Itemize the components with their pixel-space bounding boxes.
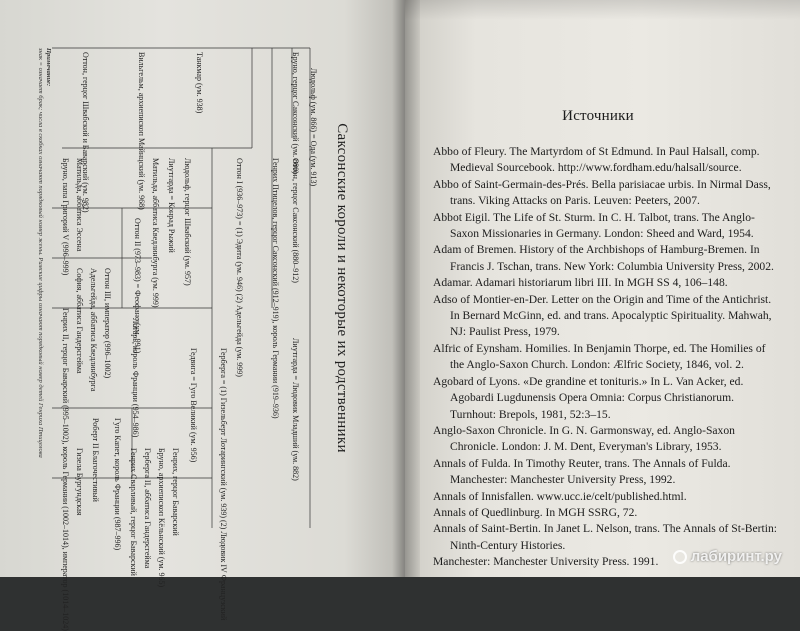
node-liudolf: Людольф (ум. 866) = Ода (ум. 913)	[309, 68, 318, 187]
note-text: знак = означает брак; числа в скобках означают порядковый номер жены. Римские цифры означают порядковый номер детей Генриха Птицелова	[37, 48, 44, 458]
bibliography-entry: Annals of Quedlinburg. In MGH SSRG, 72.	[433, 505, 638, 519]
bibliography-entry: Annals of Innisfallen. www.ucc.ie/celt/published.html.	[433, 489, 687, 503]
bibliography-entry: Abbo of Saint-Germain-des-Prés. Bella parisiacae urbis. In Nirmal Dass, trans. Viking Attacks on Paris. Leuven: Peeters, 2007.	[433, 177, 771, 208]
bibliography-entry: Anglo-Saxon Chronicle. In G. N. Garmonsway, ed. Anglo-Saxon Chronicle. London: J. M. Dent, Everyman's Library, 1953.	[433, 423, 735, 454]
sources-heading: Источники	[562, 108, 634, 124]
watermark	[673, 548, 782, 565]
bibliography-entry: Annals of Saint-Bertin. In Janet L. Nelson, trans. The Annals of St-Bertin: Ninth-Century Histories.	[433, 522, 778, 552]
node-wilhelm: Вильгельм, архиепископ Майнцский (ум. 968)	[137, 52, 146, 210]
bibliography-entry: Adamar. Adamari historiarum libri III. In MGH SS 4, 106–148.	[433, 276, 728, 290]
bibliography-entry: Abbot Eigil. The Life of St. Sturm. In C. H. Talbot, trans. The Anglo-Saxon Missionaries in Germany. London: Sheed and Ward, 1954.	[433, 210, 755, 241]
node-gerberga: Герберга = (1) Гизельберт Лотарингский (ум. 939) (2) Людовик IV Французский	[219, 348, 228, 621]
bibliography-entry: Annals of Fulda. In Timothy Reuter, trans. The Annals of Fulda. Manchester: Manchester University Press, 1992.	[433, 456, 731, 487]
right-page	[405, 0, 800, 577]
node-sophia: София, аббатиса Гандерсгейма	[75, 268, 84, 374]
page-shadow	[405, 0, 800, 20]
note-heading: Примечание:	[45, 48, 52, 87]
bibliography-entry: Alfric of Eynsham. Homilies. In Benjamin Thorpe, ed. The Homilies of the Anglo-Saxon Church. London: Ælfric Society, 1846, vol. 2.	[433, 341, 766, 372]
genealogy-chart	[34, 8, 352, 631]
node-liutgard2: Лиутгарда = Конрад Рыжий	[167, 158, 176, 253]
node-mathilda-ess: Матильда, аббатиса Эссена	[75, 158, 84, 252]
node-liudolf-swab: Людольф, герцог Швабский (ум. 957)	[183, 158, 192, 286]
node-bruno-koln: Бруно, архиепископ Кёльнский (ум. 965)	[157, 448, 166, 588]
node-otto2: Оттон II (973–983) = Феофано (ум. 991)	[133, 218, 142, 354]
node-matilda: Матильда, аббатиса Кведлинбурга (ум. 999)	[151, 158, 160, 308]
node-otto-swab: Оттон, герцог Швабский и Баварский (ум. 982)	[81, 52, 90, 213]
node-thankmar: Танкмар (ум. 938)	[195, 52, 204, 114]
node-henry-quarrel: Генрих Сварливый, герцог Баварский	[129, 448, 138, 576]
bibliography-list	[433, 144, 778, 571]
bibliography-entry: Adso of Montier-en-Der. Letter on the Origin and Time of the Antichrist. In Bernard McGinn, ed. and trans. Apocalyptic Spirituality. Mahwah, NJ: Paulist Press, 1979.	[433, 292, 772, 339]
node-hedwig: Гедвига = Гуго Великий (ум. 956)	[189, 348, 198, 463]
node-otto3: Оттон III, император (996–1002)	[103, 268, 112, 379]
labirint-logo-icon	[673, 550, 687, 564]
node-lothair: Лотарь, король Франции (954–986)	[131, 318, 140, 438]
bibliography-entry: Manchester: Manchester University Press. 1991.	[433, 555, 659, 569]
node-otto-great: Оттон I (936–973) = (1) Эдита (ум. 946) (2) Адельгейда (ум. 999)	[235, 158, 244, 377]
node-henry2: Генрих II, герцог Баварский (995–1002), король Германии (1002–1014), император (1014–1024)	[61, 308, 70, 631]
bibliography-entry: Adam of Bremen. History of the Archbishops of Hamburg-Bremen. In Francis J. Tschan, trans. New York: Columbia University Press, 2002.	[433, 243, 774, 273]
bibliography-entry: Abbo of Fleury. The Martyrdom of St Edmund. In Paul Halsall, comp. Medieval Sourcebook. http://www.fordham.edu/halsall/source.	[433, 145, 760, 175]
watermark-text: лабиринт.ру	[690, 548, 782, 565]
node-gisela: Гизела Бургундская	[75, 448, 84, 516]
node-hugh-capet: Гуго Капет, король Франции (987–996)	[113, 418, 122, 551]
bibliography-entry: Agobard of Lyons. «De grandine et tonituris.» In L. Van Acker, ed. Agobardi Lugdunensis Opera Omnia: Corpus Christianorum. Turnhout: Brepols, 1981, 52:3–15.	[433, 374, 744, 421]
book-gutter	[392, 0, 420, 577]
node-henry-fowler: Генрих Птицелов, герцог Саксонский (912–919), король Германии (919–936)	[271, 158, 280, 419]
node-bruno-pope: Бруно, папа Григорий V (996–999)	[61, 158, 70, 276]
node-adelheid: Адельгейда, аббатиса Кведлинбурга	[89, 268, 98, 392]
node-robert: Роберт II Благочестивый	[91, 418, 100, 502]
node-gerberga2: Герберга II, аббатиса Гандерсгейма	[143, 448, 152, 569]
node-henry-bav: Генрих, герцог Баварский	[171, 448, 180, 536]
node-bruno: Бруно, герцог Саксонский (ум. 880)	[291, 52, 300, 174]
chart-title: Саксонские короли и некоторые их родственники	[334, 123, 350, 453]
node-liutgard: Лиутгарда = Людовик Младший (ум. 882)	[291, 338, 300, 481]
node-otto-illustrious: Оттон, герцог Саксонский (880–912)	[291, 158, 300, 283]
